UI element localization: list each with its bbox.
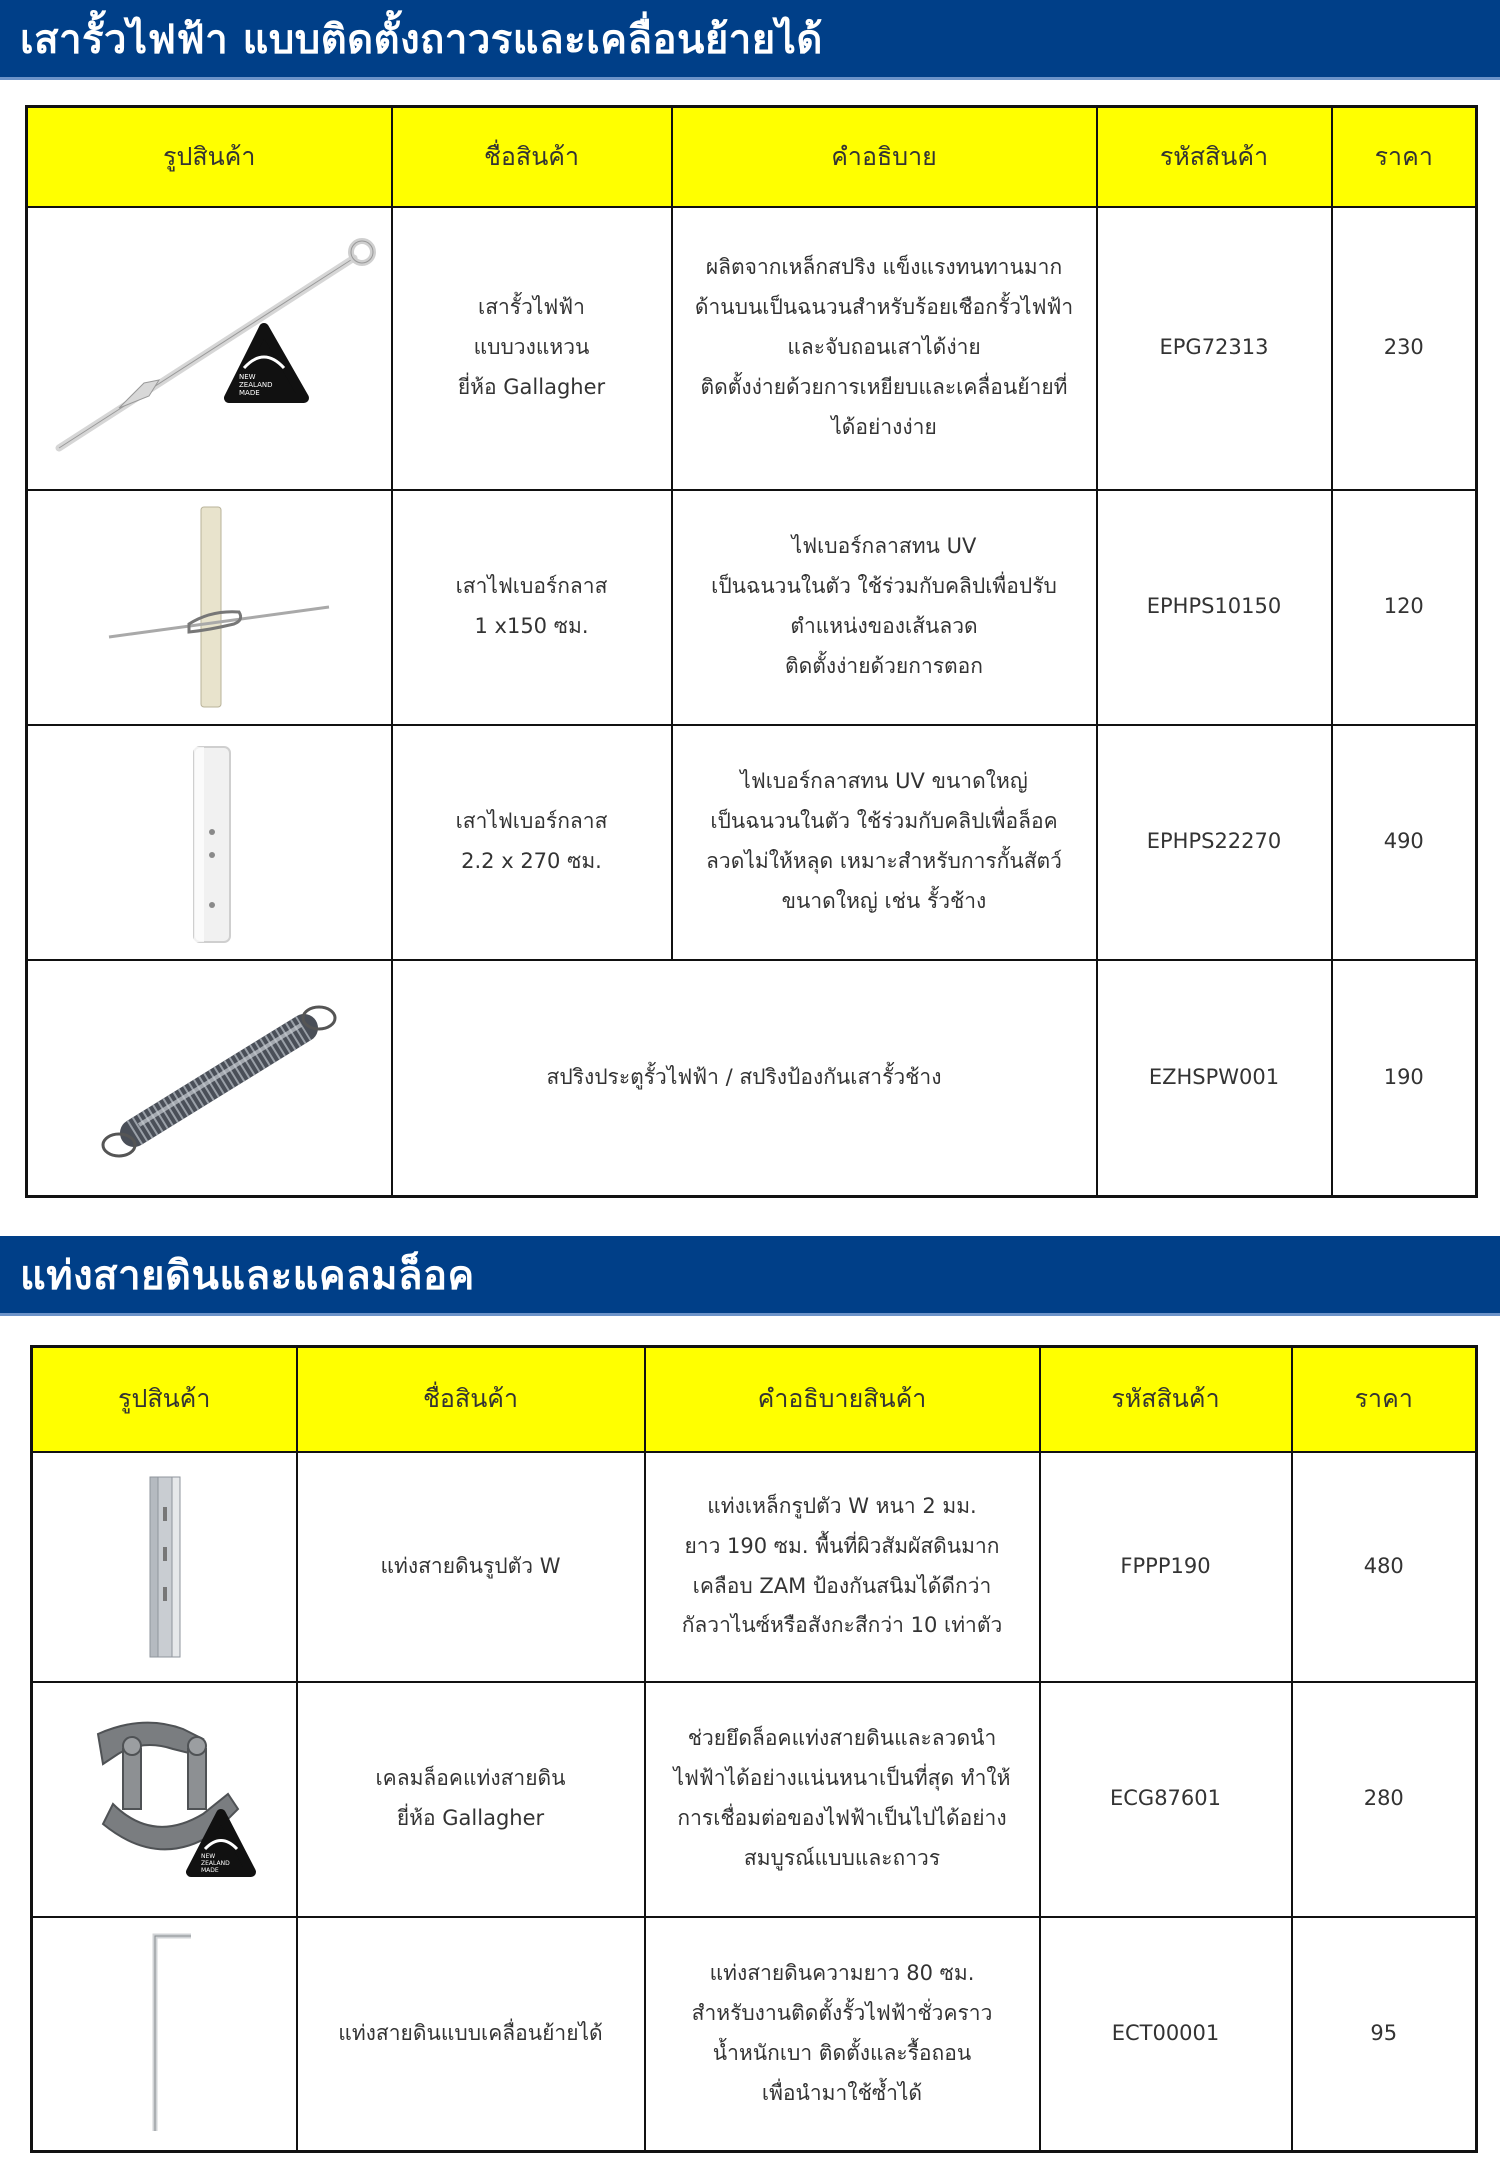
ring-top-post-icon (39, 218, 379, 478)
product-price: 490 (1332, 725, 1477, 960)
product-name: เสารั้วไฟฟ้า แบบวงแหวน ยี่ห้อ Gallagher (392, 207, 672, 490)
header-image: รูปสินค้า (27, 107, 392, 207)
product-description: แท่งเหล็กรูปตัว W หนา 2 มม. ยาว 190 ซม. พื้นที่ผิวสัมผัสดินมาก เคลือบ ZAM ป้องกันสนิมได้ดีกว่า กัลวาไนซ์หรือสังกะสีกว่า 10 เท่าตัว (645, 1452, 1040, 1682)
product-name: เสาไฟเบอร์กลาส 2.2 x 270 ซม. (392, 725, 672, 960)
table-row (27, 725, 1477, 960)
product-image (27, 207, 392, 490)
header-price: ราคา (1292, 1347, 1477, 1452)
product-image (27, 490, 392, 725)
product-description: แท่งสายดินความยาว 80 ซม. สำหรับงานติดตั้งรั้วไฟฟ้าชั่วคราว น้ำหนักเบา ติดตั้งและรื้อถอน เพื่อนำมาใช้ซ้ำได้ (645, 1917, 1040, 2152)
badge-line-2: ZEALAND (239, 381, 273, 389)
product-name: เสาไฟเบอร์กลาส 1 x150 ซม. (392, 490, 672, 725)
product-code: EZHSPW001 (1097, 960, 1332, 1197)
product-description: ไฟเบอร์กลาสทน UV ขนาดใหญ่ เป็นฉนวนในตัว ใช้ร่วมกับคลิปเพื่อล็อค ลวดไม่ให้หลุด เหมาะสำหรับการกั้นสัตว์ ขนาดใหญ่ เช่น รั้วช้าง (672, 725, 1097, 960)
header-description: คำอธิบายสินค้า (645, 1347, 1040, 1452)
product-image (27, 960, 392, 1197)
product-image (32, 1917, 297, 2152)
w-ground-rod-icon (43, 1467, 293, 1667)
portable-ground-rod-icon (43, 1926, 293, 2141)
fiberglass-post-clip-icon (39, 502, 379, 712)
product-code: ECG87601 (1040, 1682, 1292, 1917)
table-header-row (32, 1347, 1477, 1452)
header-code: รหัสสินค้า (1097, 107, 1332, 207)
product-image (27, 725, 392, 960)
section2-table (30, 1345, 1478, 2153)
product-image (32, 1682, 297, 1917)
section1-title: เสารั้วไฟฟ้า แบบติดตั้งถาวรและเคลื่อนย้ายได้ (0, 0, 1500, 80)
header-code: รหัสสินค้า (1040, 1347, 1292, 1452)
product-description: ไฟเบอร์กลาสทน UV เป็นฉนวนในตัว ใช้ร่วมกับคลิปเพื่อปรับ ตำแหน่งของเส้นลวด ติดตั้งง่ายด้วยการตอก (672, 490, 1097, 725)
table-row (32, 1917, 1477, 2152)
product-name: แท่งสายดินแบบเคลื่อนย้ายได้ (297, 1917, 645, 2152)
badge-line-3: MADE (239, 389, 260, 397)
product-price: 95 (1292, 1917, 1477, 2152)
spring-icon (39, 973, 379, 1183)
product-price: 120 (1332, 490, 1477, 725)
product-price: 190 (1332, 960, 1477, 1197)
table-header-row (27, 107, 1477, 207)
product-price: 280 (1292, 1682, 1477, 1917)
product-price: 480 (1292, 1452, 1477, 1682)
product-code: EPG72313 (1097, 207, 1332, 490)
section2-title: แท่งสายดินและแคลมล็อค (0, 1236, 1500, 1316)
product-code: FPPP190 (1040, 1452, 1292, 1682)
header-image: รูปสินค้า (32, 1347, 297, 1452)
fiberglass-post-large-icon (39, 737, 379, 947)
product-code: EPHPS22270 (1097, 725, 1332, 960)
product-price: 230 (1332, 207, 1477, 490)
badge-line-2: ZEALAND (201, 1860, 230, 1867)
badge-line-1: NEW (201, 1853, 216, 1860)
table-row (32, 1452, 1477, 1682)
product-name: แท่งสายดินรูปตัว W (297, 1452, 645, 1682)
product-name: สปริงประตูรั้วไฟฟ้า / สปริงป้องกันเสารั้วช้าง (392, 960, 1097, 1197)
product-code: EPHPS10150 (1097, 490, 1332, 725)
product-code: ECT00001 (1040, 1917, 1292, 2152)
header-price: ราคา (1332, 107, 1477, 207)
product-name: เคลมล็อคแท่งสายดิน ยี่ห้อ Gallagher (297, 1682, 645, 1917)
product-description: ผลิตจากเหล็กสปริง แข็งแรงทนทานมาก ด้านบนเป็นฉนวนสำหรับร้อยเชือกรั้วไฟฟ้า และจับถอนเสาได้ง่าย ติดตั้งง่ายด้วยการเหยียบและเคลื่อนย้ายที่ ได้อย่างง่าย (672, 207, 1097, 490)
section1-table (25, 105, 1478, 1198)
header-name: ชื่อสินค้า (392, 107, 672, 207)
product-description: ช่วยยึดล็อคแท่งสายดินและลวดนำ ไฟฟ้าได้อย่างแน่นหนาเป็นที่สุด ทำให้ การเชื่อมต่อของไฟฟ้าเป็นไปได้อย่าง สมบูรณ์แบบและถาวร (645, 1682, 1040, 1917)
table-row (27, 960, 1477, 1197)
ground-clamp-icon (43, 1694, 293, 1904)
product-image (32, 1452, 297, 1682)
table-row (32, 1682, 1477, 1917)
header-name: ชื่อสินค้า (297, 1347, 645, 1452)
table-row (27, 207, 1477, 490)
header-description: คำอธิบาย (672, 107, 1097, 207)
badge-line-3: MADE (201, 1867, 219, 1874)
badge-line-1: NEW (239, 373, 256, 381)
table-row (27, 490, 1477, 725)
